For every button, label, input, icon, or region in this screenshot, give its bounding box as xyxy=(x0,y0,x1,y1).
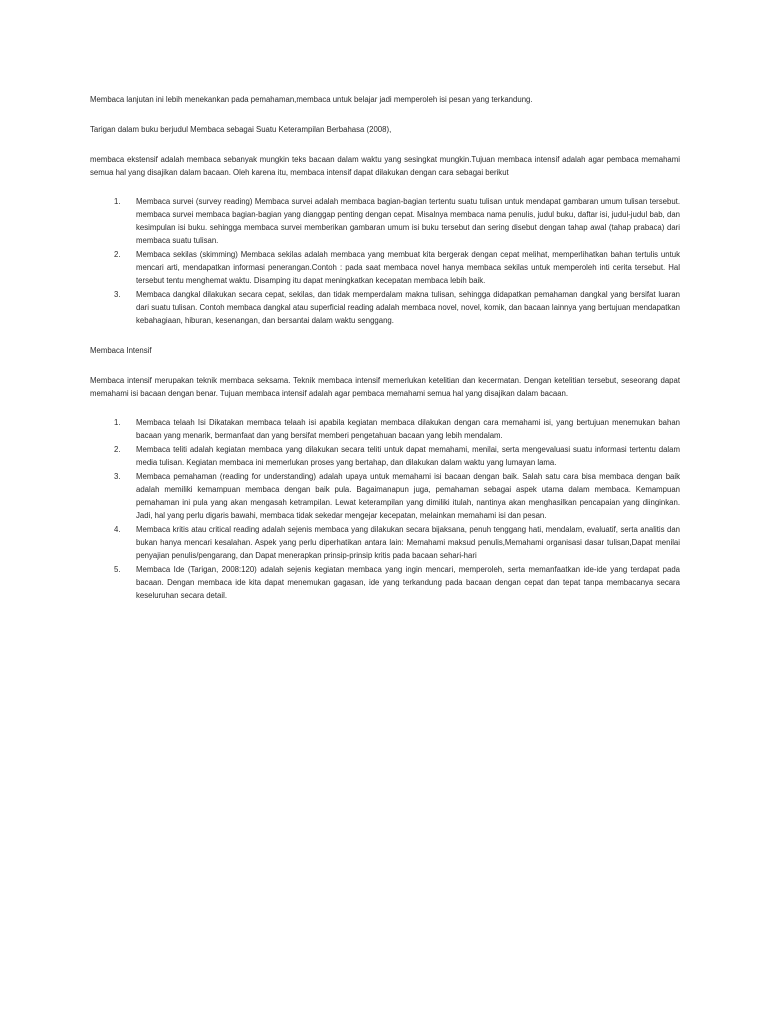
list-item xyxy=(90,195,680,247)
list-item-text: Membaca dangkal dilakukan secara cepat, sekilas, dan tidak memperdalam makna tulisan, sehingga didapatkan pemahaman dangkal yang bersifat luaran dari suatu tulisan. Contoh membaca dangkal atau superficial reading adalah membaca novel, novel, komik, dan bacaan lainnya yang bertujuan mendapatkan kebahagiaan, hiburan, kesenangan, dan bersantai dalam waktu senggang. xyxy=(136,290,680,325)
list-item-text: Membaca survei (survey reading) Membaca survei adalah membaca bagian-bagian tertentu suatu tulisan untuk mendapat gambaran umum tulisan tersebut. membaca survei membaca bagian-bagian yang dianggap penting dengan cepat. Misalnya membaca nama penulis, judul buku, daftar isi, judul-judul bab, dan kesimpulan isi buku. sehingga membaca survei memberikan gambaran umum isi buku tersebut dan sering disebut dengan tahap awal (tahap prabaca) dari membaca suatu tulisan. xyxy=(136,197,680,245)
list-item xyxy=(90,563,680,602)
ekstensif-paragraph: membaca ekstensif adalah membaca sebanyak mungkin teks bacaan dalam waktu yang sesingkat mungkin.Tujuan membaca intensif adalah agar pembaca memahami semua hal yang disajikan dalam bacaan. Oleh karena itu, membaca intensif dapat dilakukan dengan cara sebagai berikut xyxy=(90,155,680,177)
intro-paragraph: Membaca lanjutan ini lebih menekankan pada pemahaman,membaca untuk belajar jadi memperoleh isi pesan yang terkandung. xyxy=(90,95,533,104)
list-item-text: Membaca teliti adalah kegiatan membaca yang dilakukan secara teliti untuk dapat memahami, menilai, serta mengevaluasi suatu informasi tertentu dalam media tulisan. Kegiatan membaca ini memerlukan proses yang bertahap, dan dilakukan dalam waktu yang lumayan lama. xyxy=(136,445,680,467)
list-number: 3. xyxy=(114,472,121,481)
list-number: 3. xyxy=(114,290,121,299)
list-item xyxy=(90,288,680,327)
list-number: 2. xyxy=(114,445,121,454)
list-number: 5. xyxy=(114,565,121,574)
list-number: 4. xyxy=(114,525,121,534)
section-heading: Membaca Intensif xyxy=(90,346,152,355)
list-item xyxy=(90,470,680,522)
list-item xyxy=(90,248,680,287)
list-item-text: Membaca kritis atau critical reading adalah sejenis membaca yang dilakukan secara bijaksana, penuh tenggang hati, mendalam, evaluatif, serta analitis dan bukan hanya mencari kesalahan. Aspek yang perlu diperhatikan antara lain: Memahami maksud penulis,Memahami organisasi dasar tulisan,Dapat menilai penyajian penulis/pengarang, dan Dapat menerapkan prinsip-prinsip kritis pada bacaan sehari-hari xyxy=(136,525,680,560)
list-item-text: Membaca pemahaman (reading for understanding) adalah upaya untuk memahami isi bacaan dengan baik. Salah satu cara bisa membaca dengan baik adalah memiliki kemampuan membaca dengan baik pula. Bagaimanapun juga, pemahaman sebagai aspek utama dalam membaca. Kemampuan pemahaman ini pula yang akan mengasah ketrampilan. Lewat keterampilan yang dimiliki itulah, nantinya akan menghasilkan pencapaian yang diinginkan. Jadi, hal yang perlu digaris bawahi, membaca tidak sekedar mengejar kecepatan, melainkan memahami isi dan pesan. xyxy=(136,472,680,520)
list-number: 2. xyxy=(114,250,121,259)
list-item-text: Membaca telaah Isi Dikatakan membaca telaah isi apabila kegiatan membaca dilakukan dengan cara memahami isi, yang bertujuan menemukan bahan bacaan yang menarik, bermanfaat dan yang bersifat memberi pengetahuan bacaan yang lebih mendalam. xyxy=(136,418,680,440)
list-item-text: Membaca sekilas (skimming) Membaca sekilas adalah membaca yang membuat kita bergerak dengan cepat melihat, memperlihatkan bahan tertulis untuk mencari arti, mendapatkan informasi penerangan.Contoh : pada saat membaca novel hanya membaca sekilas untuk memperoleh inti cerita tersebut. Hal tersebut tentu menghemat waktu. Disamping itu dapat meningkatkan kecepatan membaca lebih baik. xyxy=(136,250,680,285)
source-paragraph: Tarigan dalam buku berjudul Membaca sebagai Suatu Keterampilan Berbahasa (2008), xyxy=(90,125,392,134)
list-number: 1. xyxy=(114,197,121,206)
list-number: 1. xyxy=(114,418,121,427)
intensif-list xyxy=(90,416,680,602)
list-item xyxy=(90,523,680,562)
list-item xyxy=(90,416,680,442)
ekstensif-list xyxy=(90,195,680,327)
intensif-paragraph: Membaca intensif merupakan teknik membaca seksama. Teknik membaca intensif memerlukan ketelitian dan kecermatan. Dengan ketelitian tersebut, seseorang dapat memahami isi bacaan dengan benar. Tujuan membaca intensif adalah agar pembaca memahami semua hal yang disajikan dalam bacaan. xyxy=(90,376,680,398)
list-item xyxy=(90,443,680,469)
list-item-text: Membaca Ide (Tarigan, 2008:120) adalah sejenis kegiatan membaca yang ingin mencari, memperoleh, serta memanfaatkan ide-ide yang terdapat pada bacaan. Dengan membaca ide kita dapat menemukan gagasan, ide yang terkandung pada bacaan dengan cepat dan tepat tanpa membacanya secara keseluruhan secara detail. xyxy=(136,565,680,600)
